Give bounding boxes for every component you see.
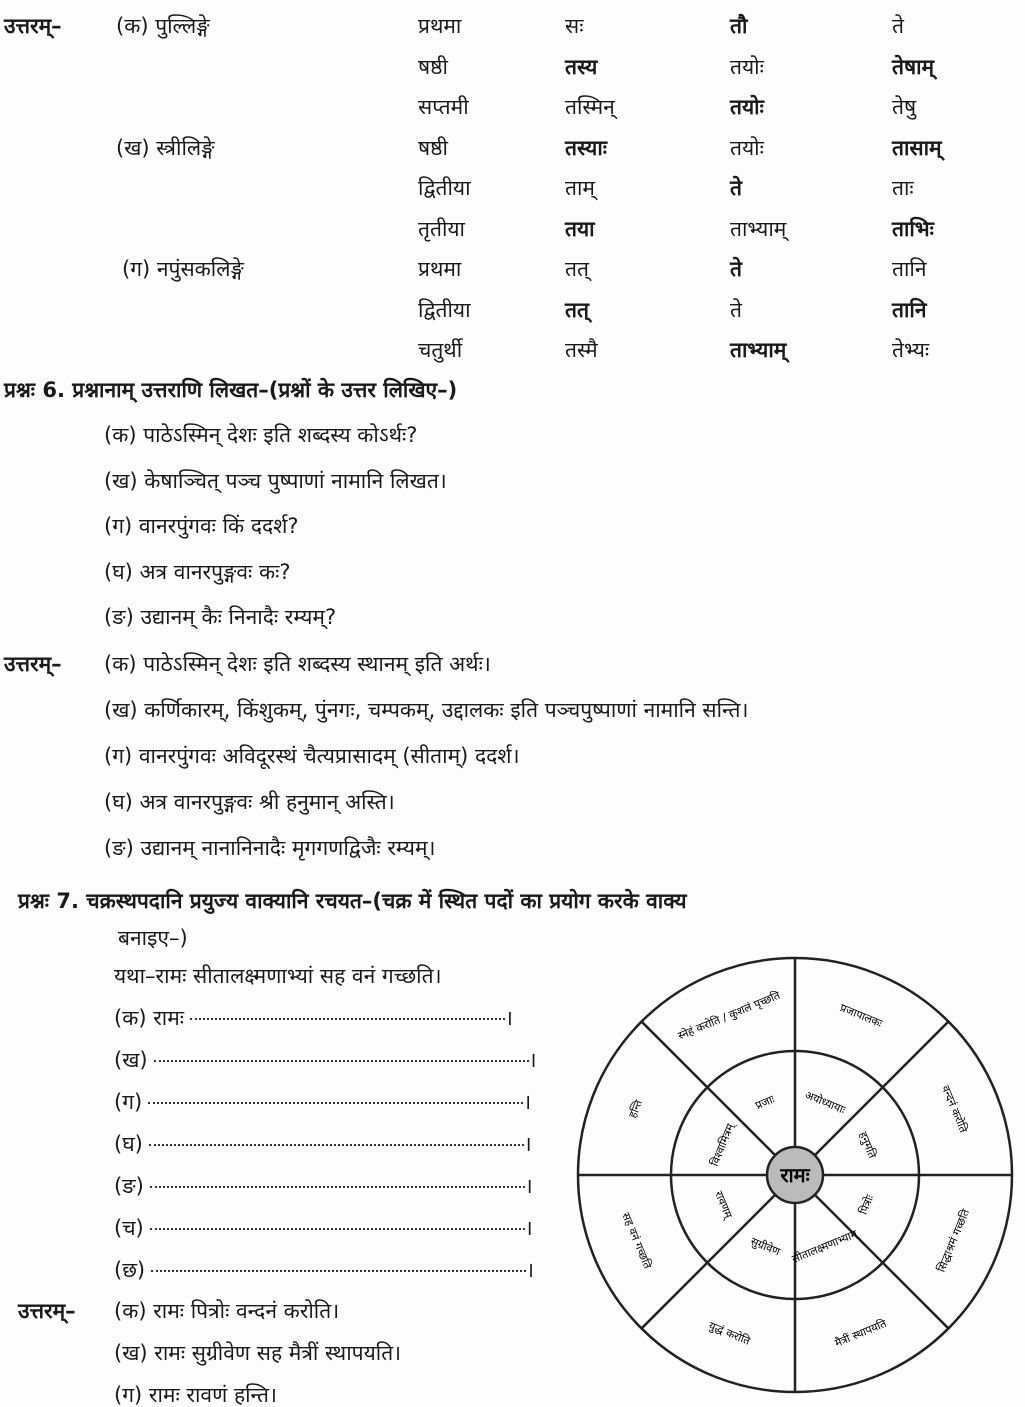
answer-label: उत्तरम्– — [4, 14, 62, 38]
question-title: प्रश्नः 7. चक्रस्थपदानि प्रयुज्य वाक्यानि रचयत–(चक्र में स्थित पदों का प्रयोग करके वाक्य — [18, 889, 687, 913]
outer-phrase: सिद्धाश्रमं गच्छति — [934, 1207, 973, 1275]
declension-cell: तस्याः — [565, 135, 607, 160]
answer-item: (घ) अत्र वानरपुङ्गवः श्री हनुमान् अस्ति। — [104, 790, 395, 814]
answer-label: उत्तरम्– — [18, 1299, 76, 1323]
declension-cell: ताभ्याम् — [730, 338, 787, 362]
declension-cell: चतुर्थी — [418, 338, 463, 362]
wheel-spoke — [815, 1022, 949, 1156]
answer-item: (क) रामः पित्रोः वन्दनं करोति। — [114, 1299, 340, 1323]
blank-label: (घ) — [114, 1132, 143, 1156]
question-title: प्रश्नः 6. प्रश्नानाम् उत्तराणि लिखत–(प्रश्नों के उत्तर लिखिए–) — [4, 378, 458, 402]
declension-cell: द्वितीया — [418, 297, 471, 322]
declension-cell: सप्तमी — [418, 95, 469, 119]
gender-label: (ग) नपुंसकलिङ्गे — [122, 257, 244, 281]
blank-line — [114, 1004, 513, 1032]
dotted-blank — [150, 1186, 525, 1188]
declension-cell: द्वितीया — [418, 176, 471, 200]
answer-item: (ङ) उद्यानम् नानानिनादैः मृगगणद्विजैः रम्यम्। — [104, 836, 436, 860]
example-sentence: यथा–रामः सीतालक्ष्मणाभ्यां सह वनं गच्छति। — [114, 964, 442, 988]
declension-cell: ते — [892, 14, 904, 38]
declension-cell: सः — [565, 14, 584, 38]
declension-cell: ताम् — [565, 176, 595, 200]
declension-cell: तानि — [892, 297, 927, 322]
inner-word: हनुमति — [856, 1129, 879, 1161]
declension-cell: तयोः — [730, 95, 764, 119]
declension-cell: तृतीया — [418, 216, 465, 241]
answer-label: उत्तरम्– — [4, 652, 62, 676]
blank-label: (क) रामः — [114, 1006, 185, 1030]
outer-phrase: स्नेहं करोति / कुशलं पृच्छति — [676, 988, 782, 1043]
declension-cell: तौ — [730, 14, 748, 38]
question-item: (ग) वानरपुंगवः किं ददर्श? — [104, 514, 299, 538]
answer-item: (ग) रामः रावणं हन्ति। — [114, 1383, 277, 1407]
inner-word: सीतालक्ष्मणाभ्याम् — [790, 1227, 860, 1266]
question-title-cont: बनाइए–) — [118, 926, 188, 950]
declension-cell: प्रथमा — [418, 14, 462, 38]
declension-cell: तया — [565, 216, 595, 241]
question-item: (क) पाठेऽस्मिन् देशः इति शब्दस्य कोऽर्थः? — [104, 423, 418, 447]
blank-end: । — [524, 1216, 533, 1240]
declension-cell: तयोः — [730, 54, 764, 79]
dotted-blank — [150, 1228, 525, 1230]
answer-item: (ख) कर्णिकारम्, किंशुकम्, पुंनगः, चम्पकम्, उद्दालकः इति पञ्चपुष्पाणां नामानि सन्ति। — [104, 698, 749, 722]
declension-cell: तत् — [565, 257, 589, 281]
sentence-wheel-diagram — [573, 953, 1017, 1397]
blank-end: । — [523, 1090, 532, 1114]
declension-cell: तस्मै — [565, 338, 598, 362]
gender-label: (क) पुल्लिङ्गे — [116, 14, 210, 38]
declension-cell: प्रथमा — [418, 257, 462, 281]
declension-cell: ताभिः — [892, 216, 934, 241]
blank-line — [114, 1214, 533, 1242]
wheel-spoke — [815, 1195, 949, 1329]
dotted-blank — [149, 1144, 524, 1146]
dotted-blank — [151, 1270, 526, 1272]
answer-item: (ख) रामः सुग्रीवेण सह मैत्रीं स्थापयति। — [114, 1341, 402, 1365]
blank-end: । — [505, 1006, 513, 1030]
blank-line — [114, 1088, 531, 1116]
declension-cell: ते — [730, 297, 742, 322]
inner-word: रावणम् — [712, 1189, 735, 1221]
wheel-spoke — [642, 1022, 776, 1156]
declension-cell: ते — [730, 257, 742, 281]
declension-cell: तानि — [892, 257, 927, 281]
question-item: (ख) केषाञ्चित् पञ्च पुष्पाणां नामानि लिखत। — [104, 468, 447, 493]
outer-phrase: वन्दनं करोति — [938, 1083, 970, 1135]
answer-item: (क) पाठेऽस्मिन् देशः इति शब्दस्य स्थानम् इति अर्थः। — [104, 652, 491, 676]
outer-phrase: प्रजापालकः — [837, 1001, 885, 1031]
dotted-blank — [148, 1102, 523, 1104]
blank-end: । — [526, 1258, 535, 1282]
question-item: (घ) अत्र वानरपुङ्गवः कः? — [104, 559, 291, 584]
blank-end: । — [528, 1048, 537, 1072]
declension-cell: तस्मिन् — [565, 95, 615, 119]
inner-word: प्रजाः — [753, 1092, 777, 1113]
center-label: रामः — [780, 1163, 810, 1187]
outer-phrase: सह वनं गच्छति — [619, 1210, 654, 1271]
declension-cell: तेषाम् — [892, 54, 935, 79]
declension-cell: ते — [730, 176, 742, 200]
inner-word: पित्रोः — [856, 1192, 877, 1217]
dotted-blank — [154, 1060, 529, 1062]
blank-label: (छ) — [114, 1258, 146, 1282]
declension-cell: तस्य — [565, 54, 598, 79]
blank-line — [114, 1046, 537, 1074]
outer-phrase: हन्ति — [626, 1098, 646, 1120]
blank-line — [114, 1130, 532, 1158]
answer-item: (ग) वानरपुंगवः अविदूरस्थं चैत्यप्रासादम् (सीताम्) ददर्श। — [104, 744, 520, 768]
gender-label: (ख) स्त्रीलिङ्गे — [116, 135, 215, 160]
blank-label: (ङ) — [114, 1174, 144, 1198]
blank-end: । — [524, 1174, 533, 1198]
declension-cell: तासाम् — [892, 135, 942, 160]
dotted-blank — [190, 1018, 505, 1020]
declension-cell: तेषु — [892, 95, 917, 119]
blank-end: । — [523, 1132, 532, 1156]
outer-phrase: मैत्रीं स्थापयति — [832, 1316, 889, 1350]
declension-cell: षष्ठी — [418, 135, 448, 160]
wheel-spoke — [642, 1195, 776, 1329]
declension-cell: षष्ठी — [418, 54, 448, 79]
blank-label: (ग) — [114, 1090, 143, 1114]
declension-cell: ताः — [892, 176, 914, 200]
inner-word: विश्वामित्रम् — [707, 1121, 738, 1169]
inner-word: अयोध्यायाः — [802, 1088, 848, 1117]
declension-cell: तयोः — [730, 135, 764, 160]
blank-label: (ख) — [114, 1048, 148, 1072]
question-item: (ङ) उद्यानम् कैः निनादैः रम्यम्? — [104, 605, 337, 629]
declension-cell: तेभ्यः — [892, 338, 930, 362]
blank-label: (च) — [114, 1216, 144, 1240]
inner-word: सुग्रीवेण — [748, 1234, 782, 1259]
blank-line — [114, 1256, 534, 1284]
outer-phrase: युद्धं करोति — [706, 1319, 752, 1348]
declension-cell: ताभ्याम् — [730, 216, 787, 241]
blank-line — [114, 1172, 533, 1200]
declension-cell: तत् — [565, 297, 589, 322]
